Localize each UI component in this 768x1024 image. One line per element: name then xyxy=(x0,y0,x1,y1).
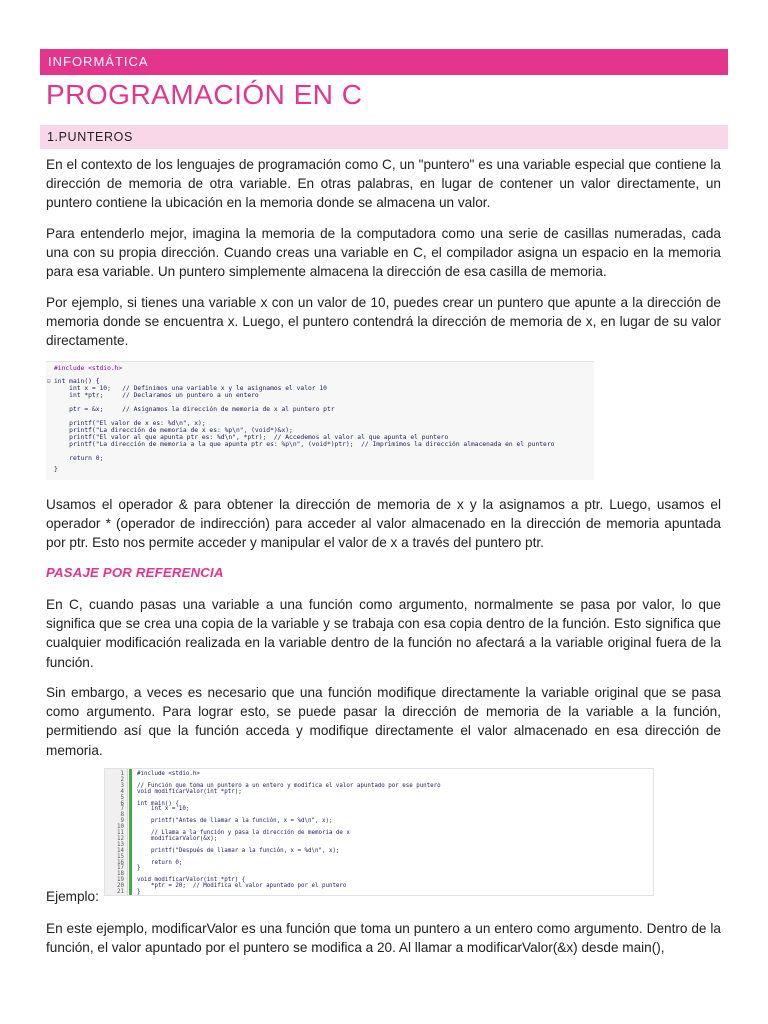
code-line: *ptr = 20; // Modifica el valor apuntado por el puntero xyxy=(137,883,347,890)
line-number: 1 xyxy=(120,771,124,777)
code-line: printf("Antes de llamar a la función, x = %d\n", x); xyxy=(137,818,333,825)
code-line: return 0; xyxy=(137,859,183,866)
code-line: #include <stdio.h> xyxy=(137,771,200,777)
section-header xyxy=(40,125,728,149)
line-number: 21 xyxy=(117,889,124,895)
code-line: } xyxy=(137,889,141,895)
line-number: 13 xyxy=(117,841,124,848)
paragraph-explanation: En este ejemplo, modificarValor es una función que toma un puntero a un entero como argumento. Dentro de la función, el valor apuntado por el puntero se modifica a 20. Al llamar a modificarValor(&x) desde main(), xyxy=(46,921,721,956)
line-number: 18 xyxy=(117,871,124,878)
page-title: PROGRAMACIÓN EN C xyxy=(46,79,363,110)
code-line: printf("La dirección de memoria a la que apunta ptr es: %p\n", (void*)ptr); // Imprimimos la dirección almacenada en el puntero xyxy=(54,441,555,448)
line-number: 10 xyxy=(117,824,124,831)
code-block-punteros xyxy=(46,361,594,480)
code-line: printf("El valor al que apunta ptr es: %d\n", *ptr); // Accedemos al valor al que apunta el puntero xyxy=(54,434,449,441)
category-label: INFORMÁTICA xyxy=(48,54,149,69)
code-line: int *ptr; // Declaramos un puntero a un entero xyxy=(54,392,259,399)
line-number: 2 xyxy=(120,776,124,783)
code-line: int main() { xyxy=(54,378,100,385)
code-line: int x = 10; xyxy=(137,806,190,813)
code-line: void modificarValor(int *ptr) { xyxy=(137,877,246,884)
line-number: 4 xyxy=(120,788,124,795)
example-label: Ejemplo: xyxy=(46,889,99,904)
code-line: printf("El valor de x es: %d\n", x); xyxy=(54,420,206,427)
line-number: 7 xyxy=(120,806,124,813)
code-line: printf("La dirección de memoria de x es: %p\n", (void*)&x); xyxy=(54,427,293,434)
code-line: void modificarValor(int *ptr); xyxy=(137,788,242,795)
paragraph-by-value: En C, cuando pasas una variable a una función como argumento, normalmente se pasa por valor, lo que significa que se crea una copia de la variable y se trabaja con esa copia dentro de la función. Esto significa que cualquier modificación realizada en la variable dentro de la función no afectará a la variable original fuera de la función. xyxy=(46,597,721,670)
line-number: 5 xyxy=(120,794,124,801)
paragraph-intro: En el contexto de los lenguajes de programación como C, un "puntero" es una variable especial que contiene la dirección de memoria de otra variable. En otras palabras, en lugar de contener un valor directamente, un puntero contiene la ubicación en la memoria donde se almacena un valor. xyxy=(46,157,721,211)
paragraph-memory: Para entenderlo mejor, imagina la memoria de la computadora como una serie de casillas numeradas, cada una con su propia dirección. Cuando creas una variable en C, el compilador asigna un espacio en la memoria para esa variable. Un puntero simplemente almacena la dirección de esa casilla de memoria. xyxy=(46,226,721,280)
category-banner xyxy=(40,49,728,75)
line-number: 16 xyxy=(117,859,124,866)
code-line: } xyxy=(54,466,58,473)
code-line: int x = 10; // Definimos una variable x y le asignamos el valor 10 xyxy=(54,385,327,392)
line-number: 14 xyxy=(117,847,124,854)
line-number: 17 xyxy=(117,865,124,872)
section-title: 1.PUNTEROS xyxy=(47,130,133,144)
code-block-referencia xyxy=(104,768,654,896)
code-line: int main() { xyxy=(137,800,179,807)
line-number: 20 xyxy=(117,883,124,890)
change-bar xyxy=(129,769,132,895)
line-number: 6 xyxy=(120,800,124,807)
line-number: 3 xyxy=(120,782,124,789)
line-number: 8 xyxy=(120,812,124,819)
line-number-gutter xyxy=(105,769,128,895)
code-line: // Llama a la función y pasa la dirección de memoria de x xyxy=(137,830,350,836)
paragraph-example: Por ejemplo, si tienes una variable x con un valor de 10, puedes crear un puntero que apunte a la dirección de memoria donde se encuentra x. Luego, el puntero contendrá la dirección de memoria de x, en lugar de su valor directamente. xyxy=(46,295,721,349)
paragraph-operators: Usamos el operador & para obtener la dirección de memoria de x y la asignamos a ptr. Luego, usamos el operador * (operador de indirección) para acceder al valor almacenado en la dirección de memoria apuntada por ptr. Esto nos permite acceder y manipular el valor de x a través del puntero ptr. xyxy=(46,497,721,551)
fold-marker-icon: ⊟ xyxy=(47,378,51,385)
code-line: ptr = &x; // Asignamos la dirección de memoria de x al puntero ptr xyxy=(54,406,335,413)
subheading-pasaje: PASAJE POR REFERENCIA xyxy=(46,565,224,580)
code-line: return 0; xyxy=(54,455,104,462)
line-number: 11 xyxy=(117,830,124,836)
line-number: 9 xyxy=(120,818,124,825)
line-number: 12 xyxy=(117,835,124,842)
code-line: printf("Después de llamar a la función, x = %d\n", x); xyxy=(137,847,340,854)
code-line: // Función que toma un puntero a un entero y modifica el valor apuntado por ese puntero xyxy=(137,782,441,789)
line-number: 15 xyxy=(117,853,124,860)
line-number: 19 xyxy=(117,877,124,884)
code-line: #include <stdio.h> xyxy=(54,365,123,372)
code-line: modificarValor(&x); xyxy=(137,835,218,842)
code-line: } xyxy=(137,865,141,872)
paragraph-by-reference: Sin embargo, a veces es necesario que una función modifique directamente la variable original que se pasa como argumento. Para lograr esto, se puede pasar la dirección de memoria de la variable a la función, permitiendo así que la función acceda y modifique directamente el valor almacenado en esa dirección de memoria. xyxy=(46,685,721,758)
